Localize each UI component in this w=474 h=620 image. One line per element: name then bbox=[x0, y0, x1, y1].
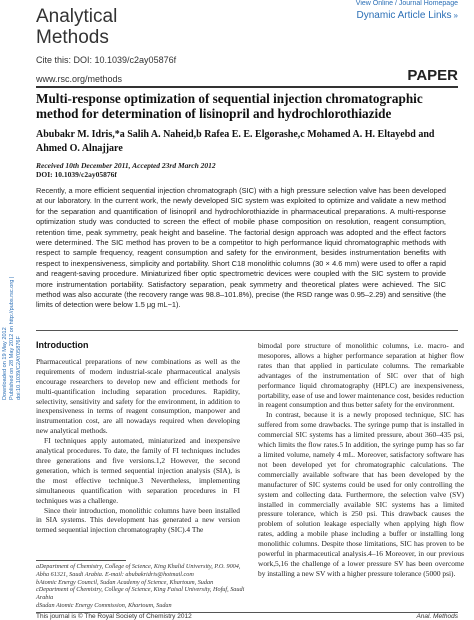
article-title: Multi-response optimization of sequential injection chromatographic method for determination of lisinopril and hydrochlorothiazide bbox=[36, 91, 423, 121]
paragraph: Since their introduction, monolithic columns have been installed in SIA systems. This development has generated a new version termed sequential injection chromatography (SIC).4 The bbox=[36, 505, 240, 535]
paragraph: Pharmaceutical preparations of new combinations as well as the requirements of modern industrial-scale pharmaceutical analysis encourage researchers to develop new and efficient methods for multi-quantification including separation procedures. Rapidity, selectivity, sensitivity and safety for the environment, in addition to inexpensiveness in terms of reagent consumption, manpower and instrumentation cost, are all nowadays required when developing new analytical methods. bbox=[36, 356, 240, 436]
paragraph: bimodal pore structure of monolithic columns, i.e. macro- and mesopores, allows a higher performance separation at higher flow rates than that applied in particulate columns. The remarkable advantages of the instrumentation of SIC over that of high performance liquid chromatography (HPLC) are inexpensiveness, portability, ease of use and lower maintenance cost, besides reduction in reagent consumption and thus better safety for the environment. bbox=[258, 341, 464, 410]
paragraph: FI techniques apply automated, miniaturized and inexpensive analytical procedures. To date, the family of FI techniques includes three generations and five versions.1,2 However, the second generation, which is termed sequential injection analysis (SIA), is the most effective technique.3 Nevertheless, implementing simultaneous quantification with separation procedures in FI techniques was a challenge. bbox=[36, 436, 240, 505]
footnote: cDepartment of Chemistry, College of Science, King Faisal University, Hofuf, Saudi Arabia bbox=[36, 586, 245, 602]
header-rule bbox=[36, 86, 458, 88]
cite-line: Cite this: DOI: 10.1039/c2ay05876f bbox=[36, 55, 177, 65]
dynamic-article-links[interactable] bbox=[357, 10, 458, 21]
article-doi: DOI: 10.1039/c2ay05876f bbox=[36, 170, 117, 179]
footnote: aDepartment of Chemistry, College of Science, King Khalid University, P.O. 9004, Abha 61321, Saudi Arabia. E-mail: abubakridris@hotmail.com bbox=[36, 563, 241, 578]
journal-title: Analytical Methods bbox=[36, 6, 118, 48]
footnote: bAtomic Energy Council, Sudan Academy of Science, Khartoum, Sudan bbox=[36, 578, 214, 586]
affiliation-footnotes bbox=[36, 563, 246, 610]
section-label: PAPER bbox=[407, 67, 458, 84]
body-column-right bbox=[258, 341, 464, 579]
footer-journal: Anal. Methods bbox=[416, 613, 458, 620]
abstract: Recently, a more efficient sequential injection chromatograph (SIC) with a high pressure selection valve has been developed at our laboratory. In the current work, the newly developed SIC system was exploited to optimize and validate a new method for the separation and quantification of lisinopril and hydrochlorothiazide in pharmaceutical preparations. A multi-response optimization study was conducted to screen the effect of mobile phase composition on resolution, reagent consumption, retention time, peak symmetry, peak height and baseline. The factorial design approach was adopted and the effect factors were determined. The SIC method has proven to be a competitor to high performance liquid chromatographic methods with respect to sample frequency, reagent consumption and safety for the environment, besides instrumentation benefits with respect to inexpensiveness, simplicity and portability. Short C18 monolithic columns (30 × 4.6 mm) were used to offer a rapid and reagent-saving procedure. Miniaturized fiber optic spectrometric devices were coupled with the SIC system to provide more instrumentation portability. Satisfactory separation, peak symmetry and theoretical plates were achieved. The SIC method was also accurate (the recovery range was 98.8–101.8%), precise (the RSD range was 0.95–2.29) and sensitive (the limits of detection were below 1.5 μg mL−1). bbox=[36, 186, 446, 310]
footer-copyright: This journal is © The Royal Society of Chemistry 2012 bbox=[36, 613, 192, 620]
paragraph: In contrast, because it is a newly proposed technique, SIC has suffered from some drawbacks. The syringe pump that is installed in commercial SIC systems has a limited pressure, about 360–435 psi, which limits the flow rates.5 In addition, the syringe pump has so far a limited volume, namely 4 mL. Moreover, satisfactory software has not been developed yet for chromatographic calculations. The commercially available software that has been developed by the manufacturer of SIC systems could be used for only controlling the system and collecting data. Furthermore, the selection valve (SV) installed in commercially available SIC systems has a limited pressure tolerance, which is 250 psi. This drawback causes the problem of solution leakage especially when applying high flow rates, adding a mobile phase including a buffer or installing long monolithic columns. Despite those limitations, SIC has proven to be powerful in pharmaceutical analysis.4–16 Moreover, in our previous work,5,16 the challenge of a lower pressure SV has been overcome by installing a new SV with a higher pressure tolerance (5000 psi). bbox=[258, 410, 464, 578]
download-stamp-line1: Downloaded on 19 May 2012 bbox=[2, 327, 8, 400]
body-column-left bbox=[36, 341, 240, 535]
footnote-rule bbox=[36, 560, 126, 561]
double-chevron-right-icon: » bbox=[453, 11, 458, 20]
download-stamp bbox=[2, 230, 22, 400]
abstract-rule bbox=[36, 330, 458, 331]
author-list: Abubakr M. Idris,*a Salih A. Naheid,b Rafea E. E. Elgorashe,c Mohamed A. H. Eltayebd and Ahmed O. Alnajjare bbox=[36, 129, 435, 154]
received-dates: Received 10th December 2011, Accepted 23rd March 2012 bbox=[36, 161, 216, 170]
footnote: dSudan Atomic Energy Commission, Khartoum, Sudan bbox=[36, 601, 172, 609]
section-heading-introduction: Introduction bbox=[36, 340, 89, 350]
site-url[interactable]: www.rsc.org/methods bbox=[36, 74, 123, 84]
dynamic-links-label[interactable]: Dynamic Article Links bbox=[356, 10, 452, 21]
download-stamp-line2: Published on 28 May 2012 on http://pubs.rsc.org | doi:10.1039/C2AY05876F bbox=[9, 276, 22, 400]
view-online-link[interactable]: View Online / Journal Homepage bbox=[355, 0, 458, 7]
